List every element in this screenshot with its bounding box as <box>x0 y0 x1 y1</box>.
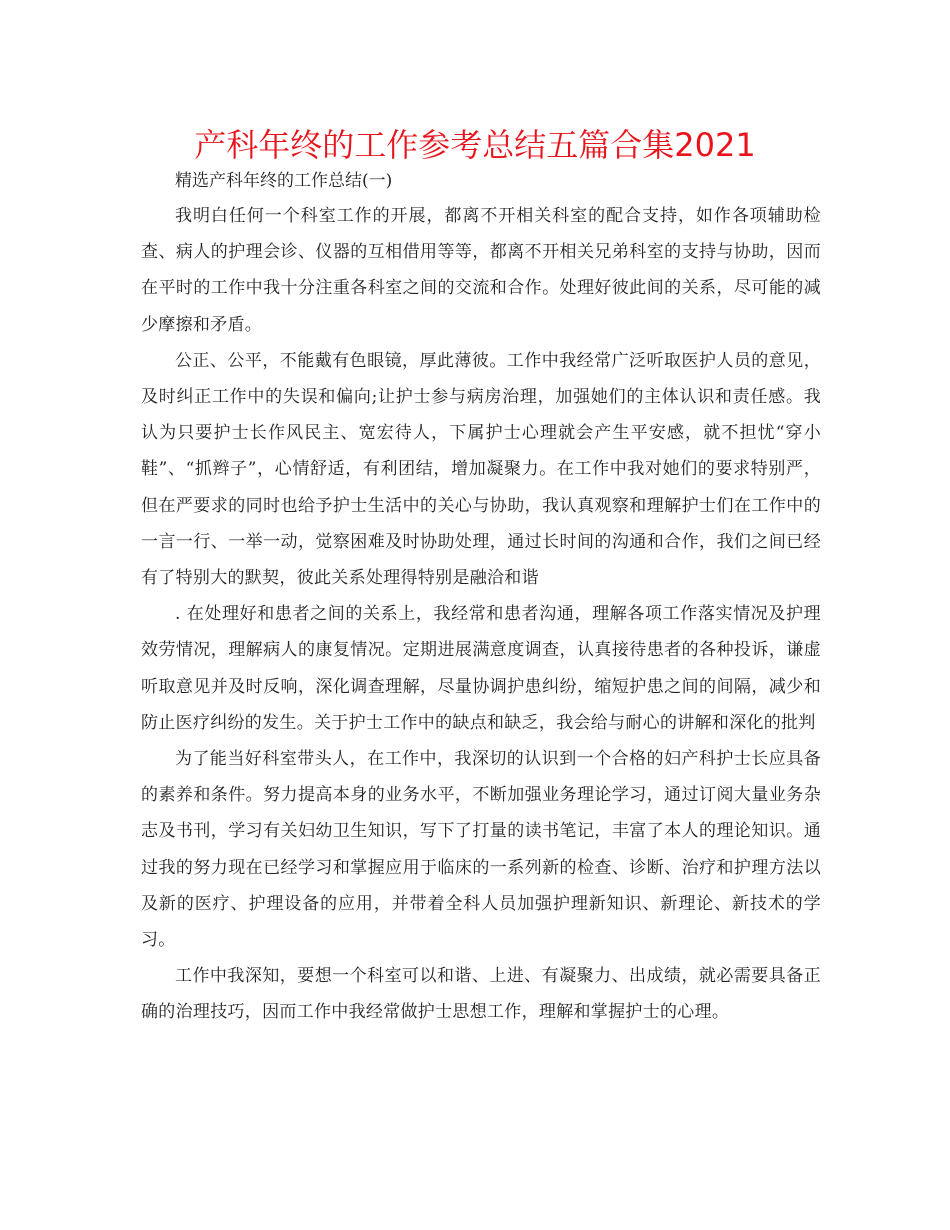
paragraph: 我明白任何一个科室工作的开展，都离不开相关科室的配合支持，如作各项辅助检查、病人的护理会诊、仪器的互相借用等等，都离不开相关兄弟科室的支持与协助，因而在平时的工作中我十分注重各科室之间的交流和合作。处理好彼此间的关系，尽可能的减少摩擦和矛盾。 <box>141 206 821 335</box>
paragraph: 公正、公平，不能戴有色眼镜，厚此薄彼。工作中我经常广泛听取医护人员的意见，及时纠正工作中的失误和偏向;让护士参与病房治理，加强她们的主体认识和责任感。我认为只要护士长作风民主、宽宏待人，下属护士心理就会产生平安感，就不担忧“穿小鞋”、“抓辫子”，心情舒适，有利团结，增加凝聚力。在工作中我对她们的要求特别严，但在严要求的同时也给予护士生活中的关心与协助，我认真观察和理解护士们在工作中的一言一行、一举一动，觉察困难及时协助处理，通过长时间的沟通和合作，我们之间已经有了特别大的默契，彼此关系处理得特别是融洽和谐 <box>141 350 821 589</box>
paragraph: 工作中我深知，要想一个科室可以和谐、上进、有凝聚力、出成绩，就必需要具备正确的治理技巧，因而工作中我经常做护士思想工作，理解和掌握护士的心理。 <box>141 966 821 1023</box>
paragraph: . 在处理好和患者之间的关系上，我经常和患者沟通，理解各项工作落实情况及护理效劳情况，理解病人的康复情况。定期进展满意度调查，认真接待患者的各种投诉，谦虚听取意见并及时反响，深化调查理解，尽量协调护患纠纷，缩短护患之间的间隔，减少和防止医疗纠纷的发生。关于护士工作中的缺点和缺乏，我会给与耐心的讲解和深化的批判 <box>141 604 821 733</box>
document-title: 产科年终的工作参考总结五篇合集2021 <box>194 126 756 164</box>
paragraph: 为了能当好科室带头人，在工作中，我深切的认识到一个合格的妇产科护士长应具备的素养和条件。努力提高本身的业务水平，不断加强业务理论学习，通过订阅大量业务杂志及书刊，学习有关妇幼卫生知识，写下了打量的读书笔记，丰富了本人的理论知识。通过我的努力现在已经学习和掌握应用于临床的一系列新的检查、诊断、治疗和护理方法以及新的医疗、护理设备的应用，并带着全科人员加强护理新知识、新理论、新技术的学习。 <box>141 749 821 951</box>
document-body <box>141 198 821 1031</box>
section-heading: 精选产科年终的工作总结(一) <box>175 171 393 191</box>
